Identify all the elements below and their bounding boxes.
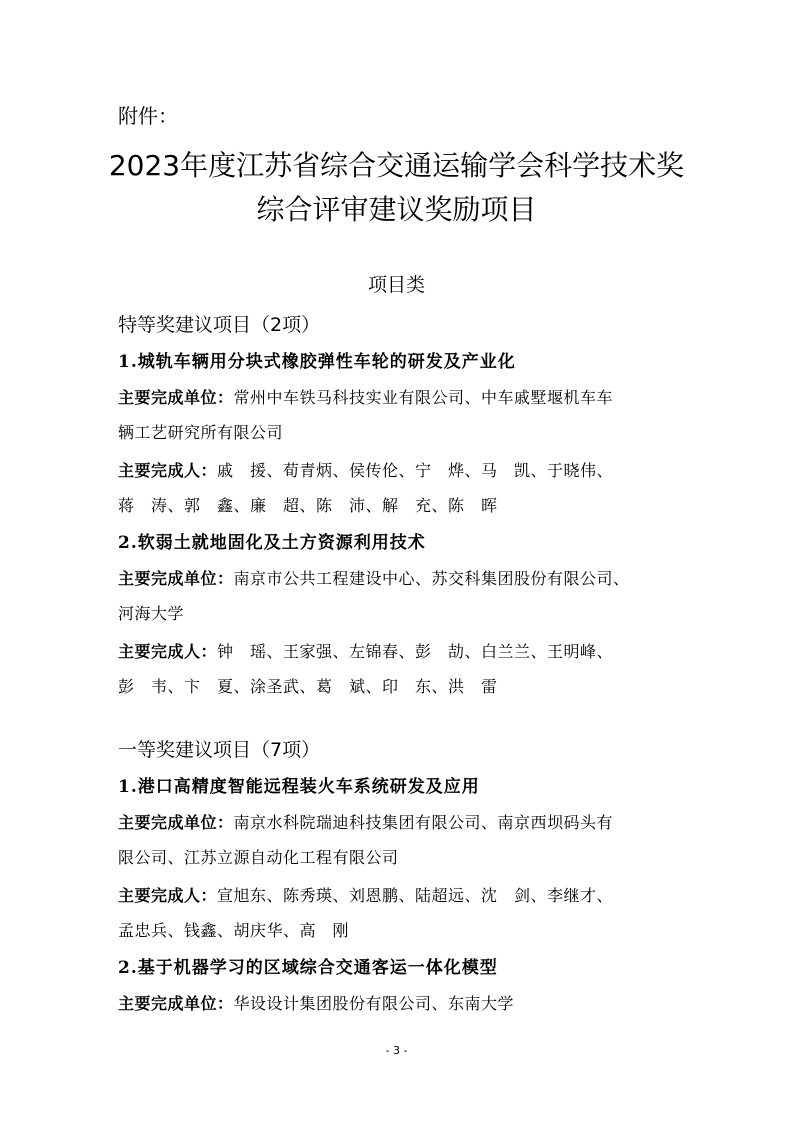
project-title: 1.港口高精度智能远程装火车系统研发及应用 <box>118 777 480 797</box>
units-label: 主要完成单位： <box>118 388 234 407</box>
project-units <box>118 566 630 589</box>
units-label: 主要完成单位： <box>118 569 234 588</box>
attachment-label: 附件： <box>118 104 178 128</box>
project-persons <box>118 458 613 481</box>
project-persons-continued: 蒋 涛、郭 鑫、廉 超、陈 沛、解 充、陈 晖 <box>118 496 498 515</box>
persons-label: 主要完成人： <box>118 461 218 480</box>
units-label: 主要完成单位： <box>118 813 234 832</box>
project-persons-continued: 彭 韦、卞 夏、涂圣武、葛 斌、印 东、洪 雷 <box>118 677 498 696</box>
page-number: - 3 - <box>385 1044 408 1057</box>
units-text: 常州中车铁马科技实业有限公司、中车戚墅堰机车车 <box>233 388 614 407</box>
project-units <box>118 385 613 408</box>
project-units <box>118 810 613 833</box>
project-persons <box>118 639 613 662</box>
category-heading: 项目类 <box>367 274 425 296</box>
units-text: 南京市公共工程建设中心、苏交科集团股份有限公司、 <box>233 569 630 588</box>
project-units-continued: 河海大学 <box>118 604 185 623</box>
project-units <box>118 991 514 1014</box>
document-title-line-1: 2023年度江苏省综合交通运输学会科学技术奖 <box>108 149 685 182</box>
persons-text: 宣旭东、陈秀瑛、刘恩鹏、陆超远、沈 剑、李继才、 <box>217 886 614 905</box>
section-heading-first-prize: 一等奖建议项目（7项） <box>118 739 321 761</box>
persons-text: 钟 瑶、王家强、左锦春、彭 劼、白兰兰、王明峰、 <box>217 642 614 661</box>
project-title: 2.软弱土就地固化及土方资源利用技术 <box>118 533 426 553</box>
project-title: 2.基于机器学习的区域综合交通客运一体化模型 <box>118 958 498 978</box>
units-label: 主要完成单位： <box>118 994 234 1013</box>
units-text: 华设设计集团股份有限公司、东南大学 <box>233 994 515 1013</box>
project-units-continued: 限公司、江苏立源自动化工程有限公司 <box>118 848 399 867</box>
units-text: 南京水科院瑞迪科技集团有限公司、南京西坝码头有 <box>233 813 614 832</box>
project-units-continued: 辆工艺研究所有限公司 <box>118 423 284 442</box>
persons-text: 戚 援、荀青炳、侯传伦、宁 烨、马 凯、于晓伟、 <box>217 461 614 480</box>
section-heading-special-prize: 特等奖建议项目（2项） <box>118 314 321 336</box>
project-persons <box>118 883 613 906</box>
project-title: 1.城轨车辆用分块式橡胶弹性车轮的研发及产业化 <box>118 352 516 372</box>
project-persons-continued: 孟忠兵、钱鑫、胡庆华、高 刚 <box>118 921 350 940</box>
document-title-line-2: 综合评审建议奖励项目 <box>256 193 537 226</box>
persons-label: 主要完成人： <box>118 886 218 905</box>
persons-label: 主要完成人： <box>118 642 218 661</box>
